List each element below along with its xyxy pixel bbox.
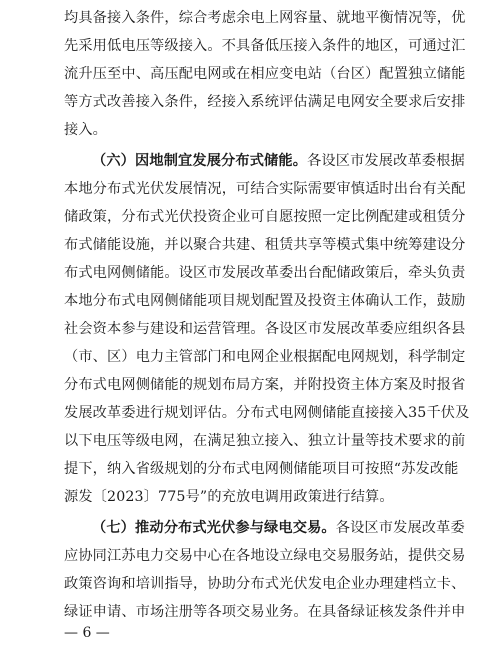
paragraph-line: 发展改革委进行规划评估。分布式电网侧储能直接接入35千伏及 [64,405,470,421]
paragraph-line: 应协同江苏电力交易中心在各地设立绿电交易服务站，提供交易 [64,548,466,564]
paragraph-line: 源发〔2023〕775号”的充放电调用政策进行结算。 [64,489,394,505]
paragraph-line: 以下电压等级电网，在满足独立接入、独立计量等技术要求的前 [64,433,466,449]
section-6-first-line-text: 各设区市发展改革委根据 [307,153,465,169]
section-7-first-line-text: 各设区市发展改革委 [335,520,465,536]
paragraph-line: 提下，纳入省级规划的分布式电网侧储能项目可按照“苏发改能 [64,461,459,477]
paragraph-line: 流升压至中、高压配电网或在相应变电站（台区）配置独立储能 [64,66,466,82]
paragraph-line: 均具备接入条件，综合考虑余电上网容量、就地平衡情况等，优 [64,10,466,26]
paragraph-line: 布式电网侧储能。设区市发展改革委出台配储政策后，牵头负责 [64,265,466,281]
paragraph-line: 等方式改善接入条件，经接入系统评估满足电网安全要求后安排 [64,94,466,110]
paragraph-line: 社会资本参与建设和运营管理。各设区市发展改革委应组织各县 [64,321,466,337]
paragraph-line: 布式储能设施，并以聚合共建、租赁共享等模式集中统筹建设分 [64,237,466,253]
paragraph-line: 先采用低电压等级接入。不具备低压接入条件的地区，可通过汇 [64,38,466,54]
paragraph-line: 政策咨询和培训指导，协助分布式光伏发电企业办理建档立卡、 [64,576,466,592]
paragraph-line: 本地分布式光伏发展情况，可结合实际需要审慎适时出台有关配 [64,181,466,197]
page-number: — 6 — [64,625,110,641]
paragraph-line: 本地分布式电网侧储能项目规划配置及投资主体确认工作，鼓励 [64,293,466,309]
section-7-first-line [92,518,465,538]
section-7-heading: （七）推动分布式光伏参与绿电交易。 [92,520,336,536]
paragraph-line: 分布式电网侧储能的规划布局方案，并附投资主体方案及时报省 [64,377,466,393]
paragraph-line: 储政策，分布式光伏投资企业可自愿按照一定比例配建或租赁分 [64,209,466,225]
paragraph-line: （市、区）电力主管部门和电网企业根据配电网规划，科学制定 [64,349,466,365]
paragraph-line: 接入。 [64,122,108,138]
paragraph-line: 绿证申请、市场注册等各项交易业务。在具备绿证核发条件并申 [64,604,466,620]
section-6-heading: （六）因地制宜发展分布式储能。 [92,153,308,169]
section-6-first-line [92,151,465,171]
